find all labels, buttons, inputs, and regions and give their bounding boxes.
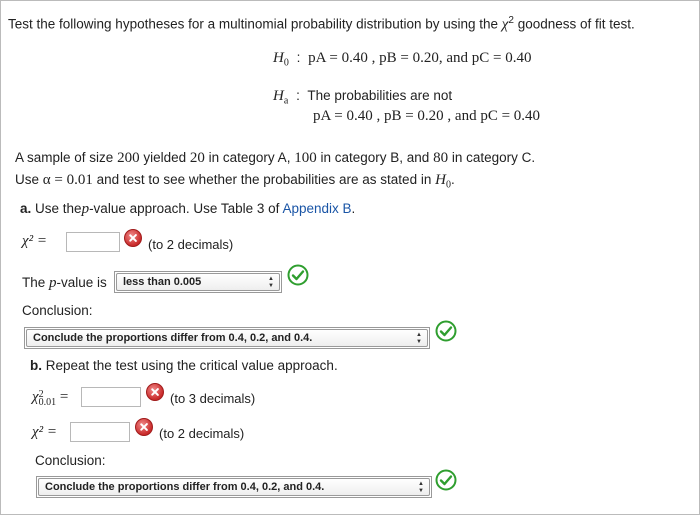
count-c: 80 — [433, 150, 449, 166]
sample-text-e: in category C. — [451, 150, 536, 165]
alpha-h0: H — [435, 172, 446, 188]
correct-icon — [435, 469, 457, 491]
ha-colon: : — [296, 88, 300, 103]
critical-value-hint: (to 3 decimals) — [170, 391, 256, 406]
alt-hypothesis — [273, 88, 452, 107]
incorrect-icon — [135, 418, 153, 436]
part-b-conclusion-select[interactable] — [38, 478, 430, 496]
null-hypothesis — [273, 50, 531, 69]
part-b-conclusion-selected: Conclude the proportions differ from 0.4, 0.2, and 0.4. — [45, 481, 325, 493]
select-arrow-icon: ▲ ▼ — [418, 481, 424, 494]
pvalue-line — [22, 275, 107, 292]
crit-sub: 0.01 — [38, 397, 57, 408]
pvalue-selected: less than 0.005 — [123, 276, 202, 288]
part-b-chi-hint: (to 2 decimals) — [159, 426, 245, 441]
part-a-p: p — [81, 201, 90, 217]
crit-chi: χ — [32, 389, 39, 405]
part-a-label: a. — [20, 201, 32, 216]
ha-text: The probabilities are not — [307, 88, 453, 103]
part-b-text: Repeat the test using the critical value approach. — [45, 358, 338, 373]
chi-symbol: χ — [501, 16, 509, 33]
incorrect-icon — [146, 383, 164, 401]
crit-eq: = — [59, 389, 69, 405]
sample-text-b: yielded — [143, 150, 187, 165]
sample-size: 200 — [117, 150, 140, 166]
appendix-b-link[interactable]: Appendix B — [282, 201, 352, 216]
part-a-conclusion-select[interactable] — [26, 329, 428, 347]
alpha-value: α = 0.01 — [42, 172, 93, 188]
part-a-text-a: Use the — [35, 201, 82, 216]
part-a-conclusion-selected: Conclude the proportions differ from 0.4, 0.2, and 0.4. — [33, 332, 313, 344]
part-a-chi-label: χ² = — [22, 233, 47, 249]
select-arrow-icon: ▲ ▼ — [416, 332, 422, 345]
pvalue-text-a: The — [22, 275, 46, 290]
h0-expression: pA = 0.40 , pB = 0.20, and pC = 0.40 — [308, 50, 532, 66]
part-b-chi-label: χ² = — [32, 424, 57, 440]
part-a-chi-input[interactable] — [66, 232, 120, 252]
part-a-conclusion-label: Conclusion: — [22, 303, 93, 318]
ha-letter: H — [273, 88, 284, 104]
correct-icon — [435, 320, 457, 342]
intro-line — [8, 15, 635, 34]
incorrect-icon — [124, 229, 142, 247]
sample-line — [15, 150, 535, 167]
correct-icon — [287, 264, 309, 286]
sample-text-d: in category B, and — [320, 150, 430, 165]
h0-colon: : — [296, 50, 301, 65]
crit-sup: 2 — [38, 389, 44, 400]
part-a-period: . — [351, 201, 356, 216]
part-a-chi-hint: (to 2 decimals) — [148, 237, 234, 252]
part-b-conclusion-label: Conclusion: — [35, 453, 106, 468]
pvalue-p: p — [49, 275, 57, 291]
intro-text-end: goodness of fit test. — [517, 16, 635, 32]
chi-superscript: 2 — [508, 15, 514, 26]
sample-text-a: A sample of size — [15, 150, 114, 165]
alpha-period: . — [450, 172, 455, 187]
critical-value-input[interactable] — [81, 387, 141, 407]
count-b: 100 — [294, 150, 317, 166]
sample-text-c: in category A, — [208, 150, 291, 165]
count-a: 20 — [189, 150, 205, 166]
part-b-chi-input[interactable] — [70, 422, 130, 442]
part-a-heading — [20, 201, 355, 218]
alpha-text-b: and test to see whether the probabilities are as stated in — [96, 172, 432, 187]
part-a-text-b: -value approach. Use Table 3 of — [89, 201, 280, 216]
alpha-line — [15, 172, 455, 191]
critical-value-label — [32, 389, 68, 407]
intro-text: Test the following hypotheses for a multinomial probability distribution by using the — [8, 16, 499, 32]
part-b-label: b. — [30, 358, 42, 373]
pvalue-text-b: -value is — [56, 275, 107, 290]
pvalue-select[interactable] — [116, 273, 280, 291]
ha-expression: pA = 0.40 , pB = 0.20 , and pC = 0.40 — [313, 108, 541, 124]
h0-letter: H — [273, 50, 284, 66]
part-b-heading — [30, 358, 338, 373]
ha-subscript: a — [283, 95, 289, 107]
alpha-h0-sub: 0 — [445, 179, 451, 191]
h0-subscript: 0 — [283, 57, 289, 69]
alpha-text-a: Use — [15, 172, 40, 187]
select-arrow-icon: ▲ ▼ — [268, 276, 274, 289]
